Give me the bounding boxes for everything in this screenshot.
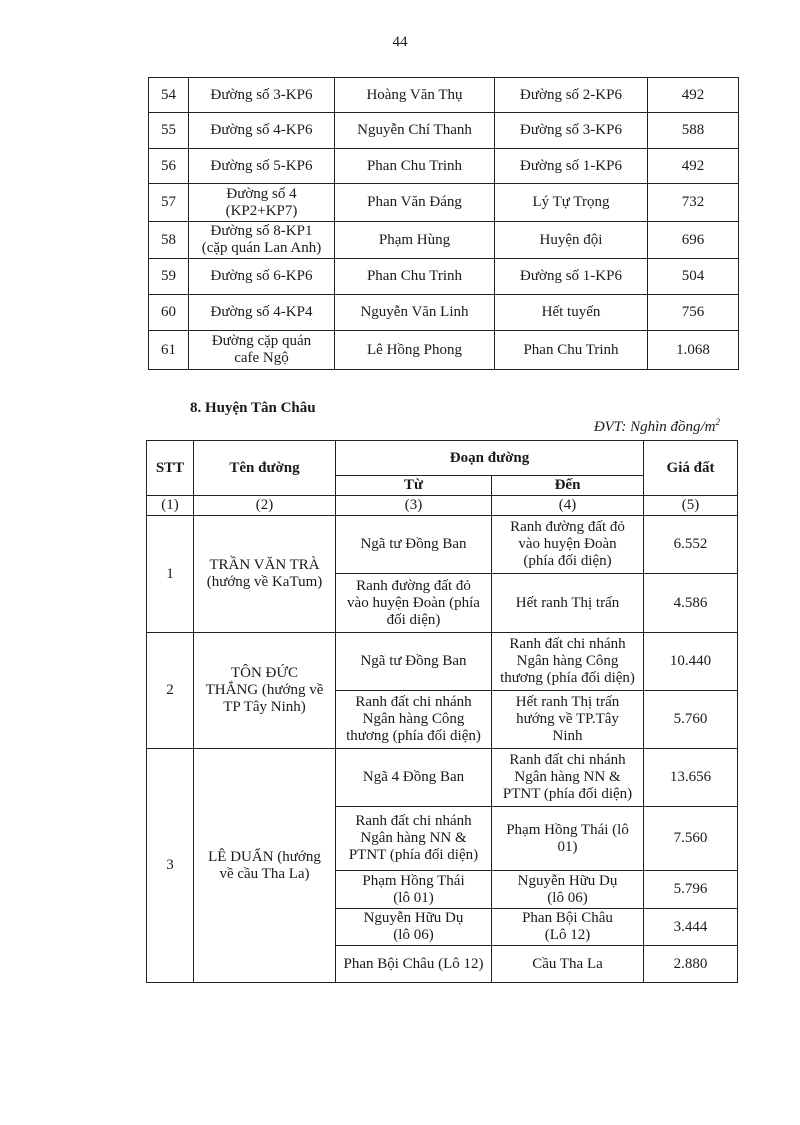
cell-gia-dat: 1.068 xyxy=(648,331,739,370)
cell-den: Phạm Hồng Thái (lô 01) xyxy=(492,807,644,871)
cell-den: Nguyễn Hữu Dụ (lô 06) xyxy=(492,871,644,909)
cell-ten-duong: TRẦN VĂN TRÀ (hướng về KaTum) xyxy=(194,516,336,633)
cell-gia-dat: 7.560 xyxy=(644,807,738,871)
cell-stt: 59 xyxy=(149,259,189,295)
cell-gia-dat: 3.444 xyxy=(644,909,738,946)
cell-tu: Ngã tư Đồng Ban xyxy=(336,516,492,574)
land-price-table-continued xyxy=(148,77,739,370)
table-row xyxy=(149,149,739,184)
cell-tu: Lê Hồng Phong xyxy=(335,331,495,370)
unit-label xyxy=(594,417,720,436)
cell-ten-duong: Đường số 3-KP6 xyxy=(189,78,335,113)
cell-gia-dat: 732 xyxy=(648,184,739,222)
cell-tu: Nguyễn Hữu Dụ (lô 06) xyxy=(336,909,492,946)
cell-tu: Phan Văn Đáng xyxy=(335,184,495,222)
page-number: 44 xyxy=(392,34,408,50)
cell-stt: 58 xyxy=(149,222,189,259)
cell-ten-duong: Đường số 5-KP6 xyxy=(189,149,335,184)
cell-tu: Ranh đường đất đỏ vào huyện Đoàn (phía đối diện) xyxy=(336,574,492,633)
table-row xyxy=(149,78,739,113)
cell-tu: Phan Chu Trinh xyxy=(335,259,495,295)
cell-ten-duong: Đường số 6-KP6 xyxy=(189,259,335,295)
cell-gia-dat: 5.796 xyxy=(644,871,738,909)
cell-stt: 57 xyxy=(149,184,189,222)
cell-den: Ranh đường đất đỏ vào huyện Đoàn (phía đối diện) xyxy=(492,516,644,574)
cell-den: Hết ranh Thị trấn hướng về TP.Tây Ninh xyxy=(492,691,644,749)
table-row xyxy=(149,259,739,295)
cell-gia-dat: 10.440 xyxy=(644,633,738,691)
table-row xyxy=(149,222,739,259)
col-number-1: (1) xyxy=(147,496,194,516)
cell-ten-duong: Đường số 4-KP6 xyxy=(189,113,335,149)
cell-den: Đường số 3-KP6 xyxy=(495,113,648,149)
cell-tu: Phan Bội Châu (Lô 12) xyxy=(336,946,492,983)
cell-den: Phan Chu Trinh xyxy=(495,331,648,370)
cell-den: Huyện đội xyxy=(495,222,648,259)
cell-gia-dat: 588 xyxy=(648,113,739,149)
cell-ten-duong: LÊ DUẨN (hướng về cầu Tha La) xyxy=(194,749,336,983)
cell-tu: Ngã tư Đồng Ban xyxy=(336,633,492,691)
unit-superscript: 2 xyxy=(715,417,720,427)
cell-den: Hết ranh Thị trấn xyxy=(492,574,644,633)
cell-den: Hết tuyến xyxy=(495,295,648,331)
cell-gia-dat: 696 xyxy=(648,222,739,259)
table-row xyxy=(149,113,739,149)
col-number-2: (2) xyxy=(194,496,336,516)
cell-den: Phan Bội Châu (Lô 12) xyxy=(492,909,644,946)
table-row xyxy=(147,749,738,807)
cell-ten-duong: Đường cặp quán cafe Ngộ xyxy=(189,331,335,370)
cell-tu: Phạm Hồng Thái (lô 01) xyxy=(336,871,492,909)
table-row xyxy=(147,633,738,691)
cell-tu: Phạm Hùng xyxy=(335,222,495,259)
header-stt: STT xyxy=(147,441,194,496)
cell-stt: 1 xyxy=(147,516,194,633)
cell-stt: 55 xyxy=(149,113,189,149)
cell-tu: Nguyễn Chí Thanh xyxy=(335,113,495,149)
table-row xyxy=(149,184,739,222)
cell-den: Đường số 1-KP6 xyxy=(495,259,648,295)
column-number-row xyxy=(147,496,738,516)
col-number-5: (5) xyxy=(644,496,738,516)
table-row xyxy=(147,516,738,574)
cell-stt: 54 xyxy=(149,78,189,113)
cell-ten-duong: Đường số 4 (KP2+KP7) xyxy=(189,184,335,222)
col-number-4: (4) xyxy=(492,496,644,516)
cell-ten-duong: Đường số 4-KP4 xyxy=(189,295,335,331)
cell-gia-dat: 6.552 xyxy=(644,516,738,574)
cell-stt: 56 xyxy=(149,149,189,184)
cell-gia-dat: 4.586 xyxy=(644,574,738,633)
section-title: 8. Huyện Tân Châu xyxy=(190,400,316,416)
cell-ten-duong: Đường số 8-KP1 (cặp quán Lan Anh) xyxy=(189,222,335,259)
cell-gia-dat: 504 xyxy=(648,259,739,295)
header-ten-duong: Tên đường xyxy=(194,441,336,496)
col-number-3: (3) xyxy=(336,496,492,516)
cell-gia-dat: 756 xyxy=(648,295,739,331)
tan-chau-price-table xyxy=(146,440,738,983)
cell-stt: 61 xyxy=(149,331,189,370)
cell-den: Lý Tự Trọng xyxy=(495,184,648,222)
cell-den: Đường số 2-KP6 xyxy=(495,78,648,113)
header-den: Đến xyxy=(492,476,644,496)
cell-den: Ranh đất chi nhánh Ngân hàng Công thương (phía đối diện) xyxy=(492,633,644,691)
header-gia-dat: Giá đất xyxy=(644,441,738,496)
cell-den: Cầu Tha La xyxy=(492,946,644,983)
cell-ten-duong: TÔN ĐỨC THẮNG (hướng về TP Tây Ninh) xyxy=(194,633,336,749)
cell-tu: Nguyễn Văn Linh xyxy=(335,295,495,331)
cell-tu: Ranh đất chi nhánh Ngân hàng Công thương (phía đối diện) xyxy=(336,691,492,749)
cell-tu: Ranh đất chi nhánh Ngân hàng NN & PTNT (phía đối diện) xyxy=(336,807,492,871)
header-doan-duong: Đoạn đường xyxy=(336,441,644,476)
cell-gia-dat: 2.880 xyxy=(644,946,738,983)
cell-stt: 2 xyxy=(147,633,194,749)
unit-text: ĐVT: Nghìn đồng/m xyxy=(593,419,716,435)
cell-gia-dat: 492 xyxy=(648,149,739,184)
table-row xyxy=(149,331,739,370)
header-tu: Từ xyxy=(336,476,492,496)
cell-tu: Phan Chu Trinh xyxy=(335,149,495,184)
cell-den: Ranh đất chi nhánh Ngân hàng NN & PTNT (phía đối diện) xyxy=(492,749,644,807)
cell-stt: 60 xyxy=(149,295,189,331)
cell-tu: Hoàng Văn Thụ xyxy=(335,78,495,113)
cell-stt: 3 xyxy=(147,749,194,983)
cell-gia-dat: 492 xyxy=(648,78,739,113)
header-row-1 xyxy=(147,441,738,476)
cell-tu: Ngã 4 Đồng Ban xyxy=(336,749,492,807)
cell-gia-dat: 13.656 xyxy=(644,749,738,807)
cell-den: Đường số 1-KP6 xyxy=(495,149,648,184)
table-row xyxy=(149,295,739,331)
cell-gia-dat: 5.760 xyxy=(644,691,738,749)
